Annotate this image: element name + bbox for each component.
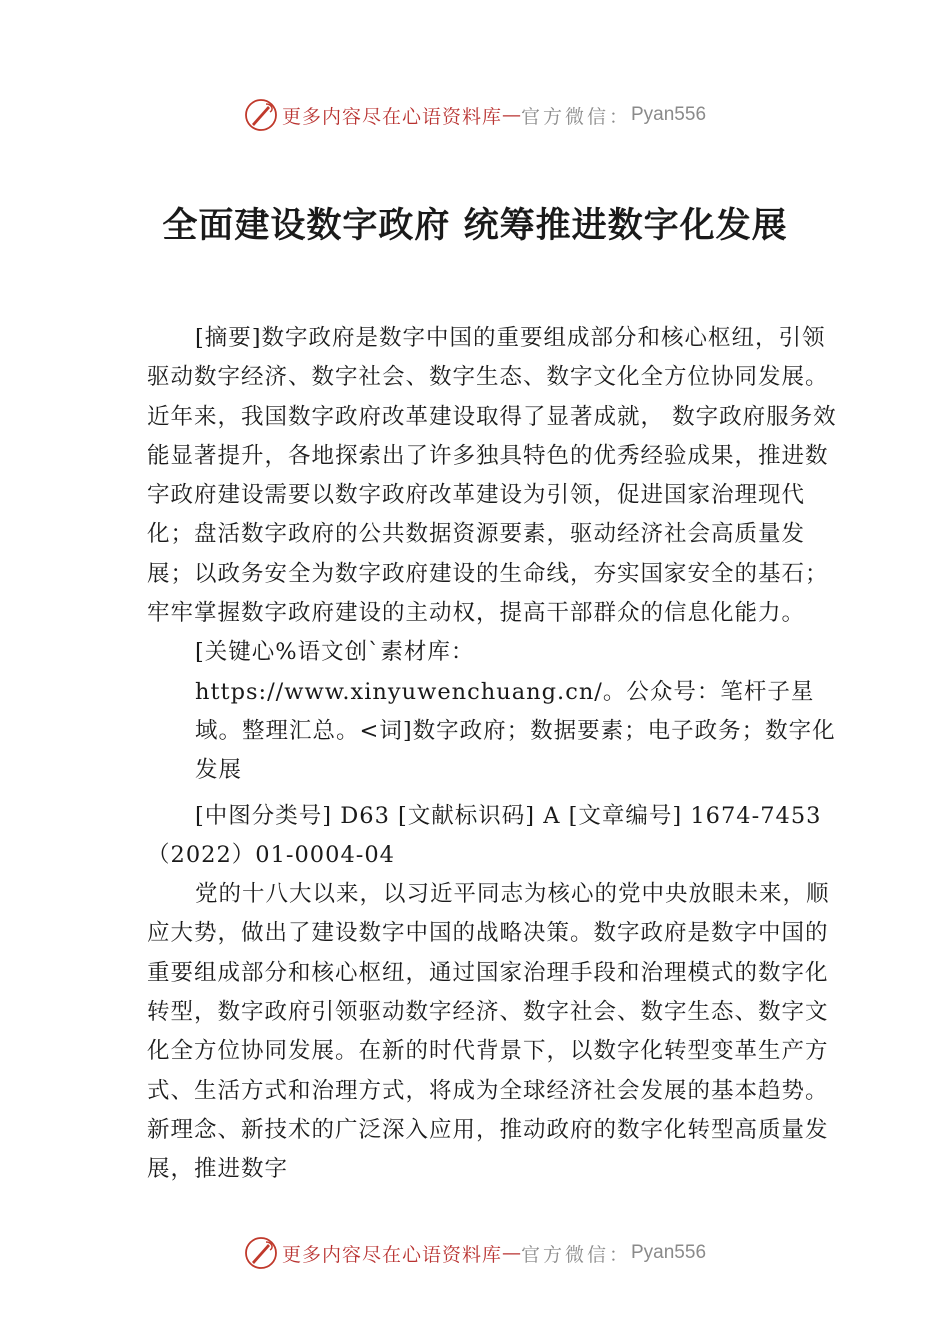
watermark-dash: — [501,104,521,126]
keywords-paragraph: [关键心%语文创`素材库：https://www.xinyuwenchuang.cn/。公众号：笔杆子星域。整理汇总。<词]数字政府；数据要素；电子政务；数字化发展 [195,639,836,784]
watermark-wechat-id: Pyan556 [631,104,707,125]
header-watermark [0,95,950,135]
watermark-site: 更多内容尽在心语资料库 [281,105,502,128]
document-body [147,319,837,1190]
quill-logo-icon [244,1236,278,1270]
footer-watermark [0,1233,950,1273]
watermark-wechat-id: Pyan556 [631,1242,707,1263]
watermark-wechat-label: 官方微信： [520,105,631,128]
watermark-dash: — [501,1242,521,1264]
document-title: 全面建设数字政府 统筹推进数字化发展 [162,206,788,246]
watermark-wechat-label: 官方微信： [520,1243,631,1266]
watermark-site: 更多内容尽在心语资料库 [281,1243,502,1266]
body-paragraph: 党的十八大以来，以习近平同志为核心的党中央放眼未来，顺应大势，做出了建设数字中国的战略决策。数字政府是数字中国的重要组成部分和核心枢纽，通过国家治理手段和治理模式的数字化转型，数字政府引领驱动数字经济、数字社会、数字生态、数字文化全方位协同发展。在新的时代背景下，以数字化转型变革生产方式、生活方式和治理方式，将成为全球经济社会发展的基本趋势。新理念、新技术的广泛深入应用，推动政府的数字化转型高质量发展，推进数字 [147,881,830,1183]
classification-line: [中图分类号] D63 [文献标识码] A [文章编号] 1674-7453（2022）01-0004-04 [147,802,822,868]
abstract-paragraph: [摘要]数字政府是数字中国的重要组成部分和核心枢纽，引领驱动数字经济、数字社会、数字生态、数字文化全方位协同发展。近年来，我国数字政府改革建设取得了显著成就， 数字政府服务效能显著提升，各地探索出了许多独具特色的优秀经验成果，推进数字政府建设需要以数字政府改革建设为引领，促进国家治理现代化；盘活数字政府的公共数据资源要素，驱动经济社会高质量发展；以政务安全为数字政府建设的生命线，夯实国家安全的基石；牢牢掌握数字政府建设的主动权，提高干部群众的信息化能力。 [147,325,837,627]
quill-logo-icon [244,98,278,132]
